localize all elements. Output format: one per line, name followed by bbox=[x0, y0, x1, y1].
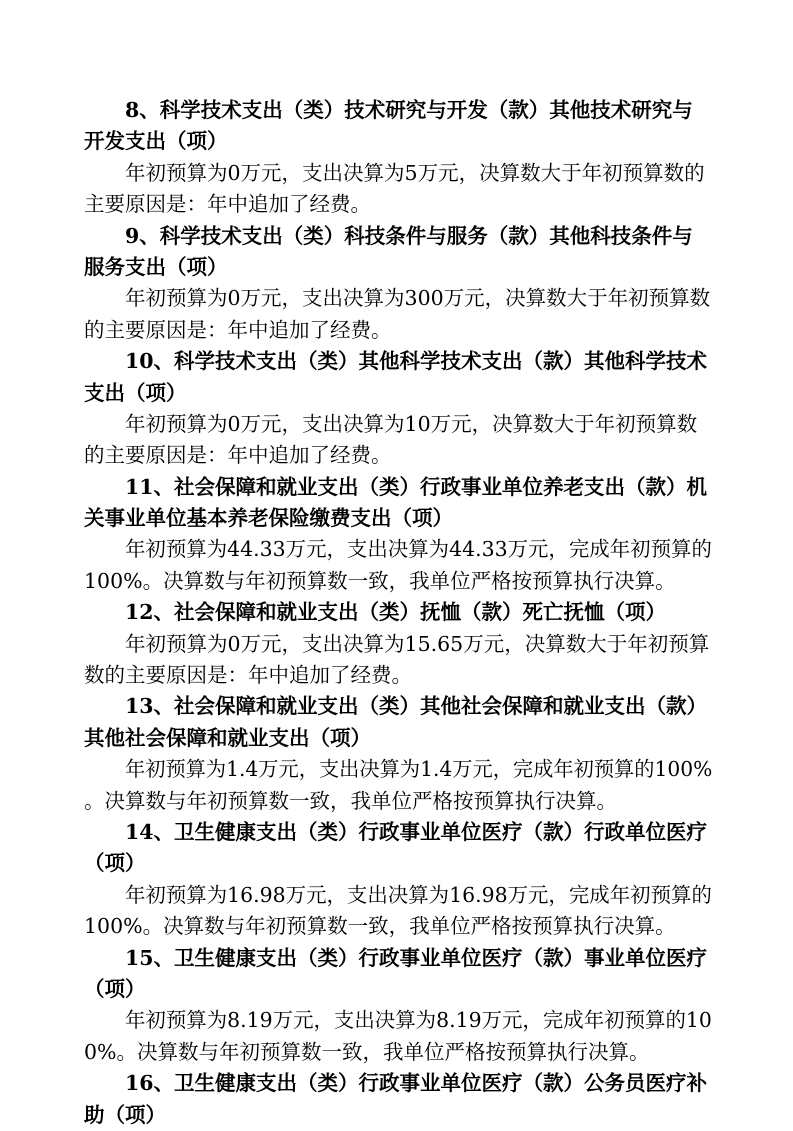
paragraph-line: 年初预算为8.19万元，支出决算为8.19万元，完成年初预算的10 bbox=[125, 1008, 712, 1033]
section-heading-line: 10、科学技术支出（类）其他科学技术支出（款）其他科学技术 bbox=[125, 349, 708, 374]
section-heading-line: 助（项） bbox=[84, 1102, 166, 1127]
section-heading-line: 关事业单位基本养老保险缴费支出（项） bbox=[84, 506, 453, 531]
paragraph-line: 年初预算为0万元，支出决算为10万元，决算数大于年初预算数 bbox=[125, 411, 698, 436]
paragraph-line: 。决算数与年初预算数一致，我单位严格按预算执行决算。 bbox=[84, 788, 617, 813]
section-heading-line: 服务支出（项） bbox=[84, 254, 228, 279]
section-heading-line: 15、卫生健康支出（类）行政事业单位医疗（款）事业单位医疗 bbox=[125, 945, 708, 970]
section-heading-line: 支出（项） bbox=[84, 380, 187, 405]
document-page bbox=[84, 95, 712, 1131]
paragraph-line: 数的主要原因是：年中追加了经费。 bbox=[84, 663, 412, 688]
section-heading-line: 12、社会保障和就业支出（类）抚恤（款）死亡抚恤（项） bbox=[125, 600, 667, 625]
section-heading-line: 14、卫生健康支出（类）行政事业单位医疗（款）行政单位医疗 bbox=[125, 819, 708, 844]
paragraph-line: 年初预算为0万元，支出决算为300万元，决算数大于年初预算数 bbox=[125, 286, 711, 311]
paragraph-line: 主要原因是：年中追加了经费。 bbox=[84, 192, 371, 217]
section-heading-line: 11、社会保障和就业支出（类）行政事业单位养老支出（款）机 bbox=[125, 474, 708, 499]
paragraph-line: 年初预算为16.98万元，支出决算为16.98万元，完成年初预算的 bbox=[125, 882, 712, 907]
paragraph-line: 的主要原因是：年中追加了经费。 bbox=[84, 317, 392, 342]
paragraph-line: 100%。决算数与年初预算数一致，我单位严格按预算执行决算。 bbox=[84, 568, 676, 593]
section-heading-line: 其他社会保障和就业支出（项） bbox=[84, 725, 371, 750]
paragraph-line: 年初预算为1.4万元，支出决算为1.4万元，完成年初预算的100% bbox=[125, 757, 713, 782]
paragraph-line: 年初预算为0万元，支出决算为15.65万元，决算数大于年初预算 bbox=[125, 631, 710, 656]
paragraph-line: 的主要原因是：年中追加了经费。 bbox=[84, 443, 392, 468]
section-heading-line: 9、科学技术支出（类）科技条件与服务（款）其他科技条件与 bbox=[125, 223, 693, 248]
section-heading-line: 16、卫生健康支出（类）行政事业单位医疗（款）公务员医疗补 bbox=[125, 1071, 708, 1096]
section-heading-line: 13、社会保障和就业支出（类）其他社会保障和就业支出（款） bbox=[125, 694, 708, 719]
section-heading-line: 开发支出（项） bbox=[84, 129, 228, 154]
section-heading-line: 8、科学技术支出（类）技术研究与开发（款）其他技术研究与 bbox=[125, 98, 693, 122]
paragraph-line: 0%。决算数与年初预算数一致，我单位严格按预算执行决算。 bbox=[84, 1039, 650, 1064]
paragraph-line: 年初预算为0万元，支出决算为5万元，决算数大于年初预算数的 bbox=[125, 160, 705, 185]
section-heading-line: （项） bbox=[84, 976, 146, 1001]
paragraph-line: 年初预算为44.33万元，支出决算为44.33万元，完成年初预算的 bbox=[125, 537, 712, 562]
section-heading-line: （项） bbox=[84, 851, 146, 876]
paragraph-line: 100%。决算数与年初预算数一致，我单位严格按预算执行决算。 bbox=[84, 914, 676, 939]
